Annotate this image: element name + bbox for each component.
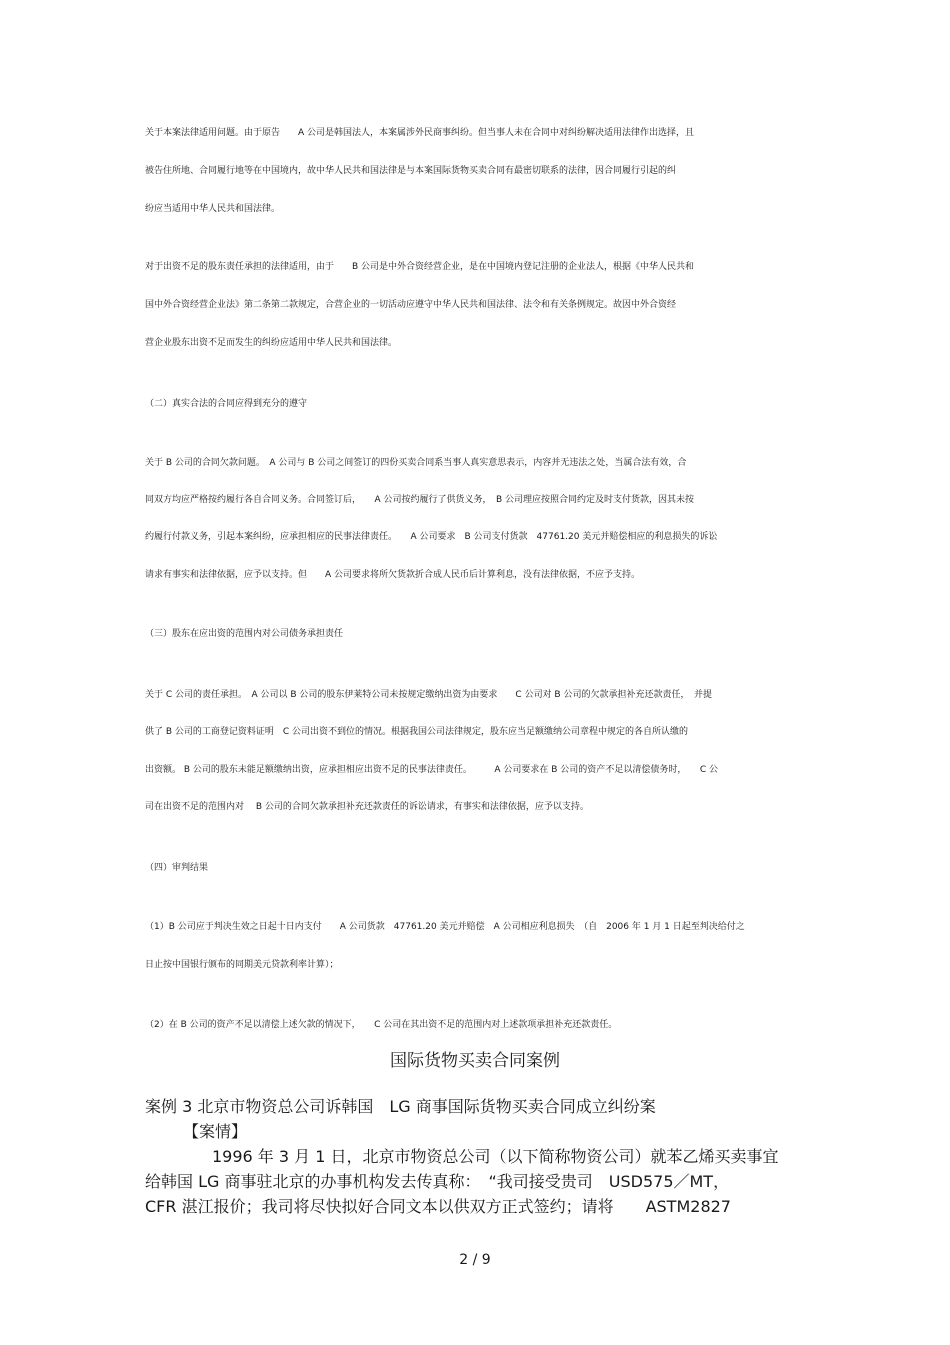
paragraph-line: 关于本案法律适用问题。由于原告 A 公司是韩国法人，本案属涉外民商事纠纷。但当事人未在合同中对纠纷解决适用法律作出选择，且 (145, 128, 695, 138)
paragraph-line: 被告住所地、合同履行地等在中国境内，故中华人民共和国法律是与本案国际货物买卖合同有最密切联系的法律，因合同履行引起的纠 (145, 166, 677, 176)
paragraph-line: 国中外合资经营企业法》第二条第二款规定，合营企业的一切活动应遵守中华人民共和国法律、法令和有关条例规定。故因中外合资经 (145, 300, 677, 310)
paragraph-line: 营企业股东出资不足而发生的纠纷应适用中华人民共和国法律。 (145, 338, 398, 348)
paragraph-line: （2）在 B 公司的资产不足以清偿上述欠款的情况下， C 公司在其出资不足的范围内对上述款项承担补充还款责任。 (145, 1020, 618, 1030)
paragraph-line: 关于 C 公司的责任承担。 A 公司以 B 公司的股东伊莱特公司未按规定缴纳出资为由要求 C 公司对 B 公司的欠款承担补充还款责任， 并提 (145, 690, 712, 700)
body-line: CFR 湛江报价；我司将尽快拟好合同文本以供双方正式签约；请将 ASTM2827 (145, 1197, 731, 1216)
page-number: 2 / 9 (459, 1252, 491, 1268)
paragraph-line: （1）B 公司应于判决生效之日起十日内支付 A 公司货款 47761.20 美元并赔偿 A 公司相应利息损失 （自 2006 年 1 月 1 日起至判决给付之 (145, 922, 745, 932)
paragraph-line: 同双方均应严格按约履行各自合同义务。合同签订后， A 公司按约履行了供货义务， B 公司理应按照合同约定及时支付货款，因其未按 (145, 495, 695, 505)
paragraph-line: 供了 B 公司的工商登记资料证明 C 公司出资不到位的情况。根据我国公司法律规定，股东应当足额缴纳公司章程中规定的各自所认缴的 (145, 727, 689, 737)
body-line: 给韩国 LG 商事驻北京的办事机构发去传真称： “我司接受贵司 USD575／MT， (145, 1172, 730, 1191)
document-heading: 国际货物买卖合同案例 (390, 1051, 560, 1071)
case-title: 案例 3 北京市物资总公司诉韩国 LG 商事国际货物买卖合同成立纠纷案 (145, 1097, 656, 1116)
body-line: 1996 年 3 月 1 日，北京市物资总公司（以下简称物资公司）就苯乙烯买卖事宜 (212, 1147, 779, 1166)
section-heading: （四）审判结果 (145, 863, 209, 873)
paragraph-line: 司在出资不足的范围内对 B 公司的合同欠款承担补充还款责任的诉讼请求，有事实和法律依据，应予以支持。 (145, 802, 589, 812)
section-label: 【案情】 (183, 1122, 248, 1141)
paragraph-line: 日止按中国银行颁布的同期美元贷款利率计算）； (145, 960, 339, 970)
paragraph-line: 出资额。 B 公司的股东未能足额缴纳出资，应承担相应出资不足的民事法律责任。 A 公司要求在 B 公司的资产不足以清偿债务时， C 公 (145, 765, 718, 775)
paragraph-line: 纷应当适用中华人民共和国法律。 (145, 204, 281, 214)
paragraph-line: 请求有事实和法律依据，应予以支持。但 A 公司要求将所欠货款折合成人民币后计算利息，没有法律依据，不应予支持。 (145, 570, 641, 580)
paragraph-line: 约履行付款义务，引起本案纠纷，应承担相应的民事法律责任。 A 公司要求 B 公司支付货款 47761.20 美元并赔偿相应的利息损失的诉讼 (145, 532, 718, 542)
paragraph-line: 对于出资不足的股东责任承担的法律适用，由于 B 公司是中外合资经营企业，是在中国境内登记注册的企业法人，根据《中华人民共和 (145, 262, 695, 272)
section-heading: （二）真实合法的合同应得到充分的遵守 (145, 399, 308, 409)
section-heading: （三）股东在应出资的范围内对公司债务承担责任 (145, 629, 344, 639)
paragraph-line: 关于 B 公司的合同欠款问题。 A 公司与 B 公司之间签订的四份买卖合同系当事人真实意思表示，内容并无违法之处，当属合法有效，合 (145, 458, 687, 468)
